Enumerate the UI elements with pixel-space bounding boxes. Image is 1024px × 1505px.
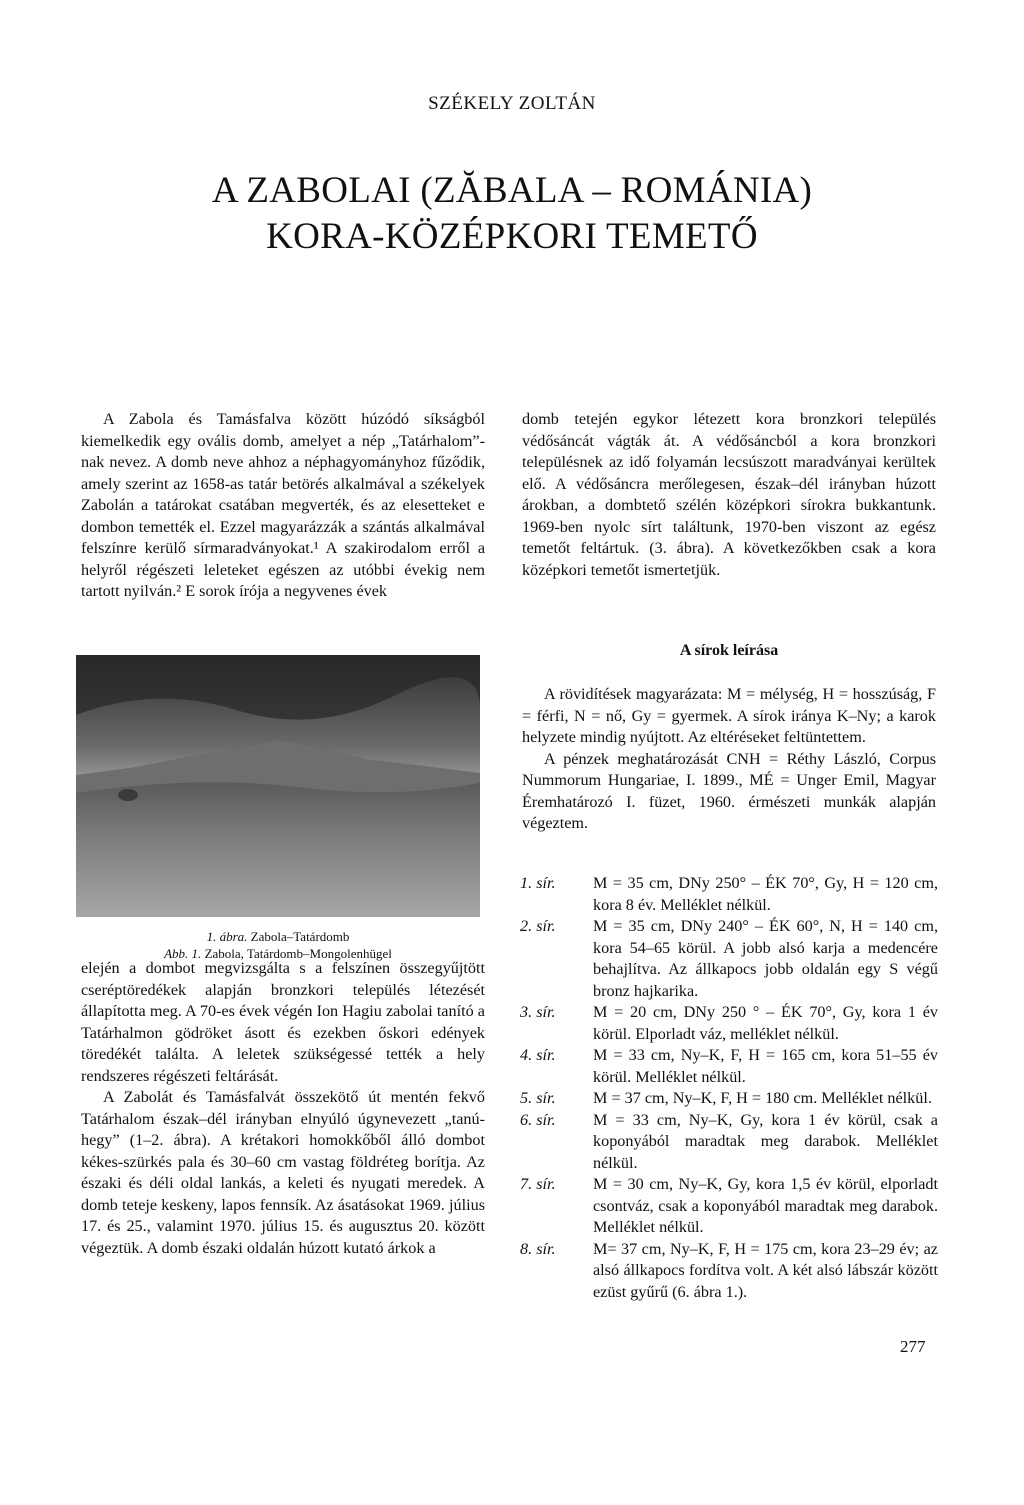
left-column-bottom bbox=[81, 958, 485, 1259]
grave-description: M= 37 cm, Ny–K, F, H = 175 cm, kora 23–29 év; az alsó állkapocs fordítva volt. A két alsó lábszár között ezüst gyűrű (6. ábra 1.). bbox=[593, 1239, 938, 1301]
paragraph-site-description: A Zabolát és Tamásfalvát összekötő út mentén fekvő Tatárhalom észak–dél irányban elnyúló úgynevezett „tanú-hegy” (1–2. ábra). A krétakori homokkőből álló dombot kékes-szürkés pala és 30–60 cm vastag földréteg borítja. Az északi és déli oldal lankás, a keleti és nyugati meredek. A domb teteje keskeny, lapos fennsík. Az ásatásokat 1969. július 17. és 25., valamint 1970. július 15. és augusztus 20. között végeztük. A domb északi oldalán húzott kutató árkok a bbox=[81, 1088, 485, 1257]
paragraph-abbreviations: A rövidítések magyarázata: M = mélység, H = hosszúság, F = férfi, N = nő, Gy = gyermek. A sírok iránya K–Ny; a karok helyzete mindig nyújtott. Az eltéréseket feltüntettem. bbox=[522, 685, 936, 746]
grave-number: 6. sír. bbox=[520, 1110, 556, 1129]
grave-number: 7. sír. bbox=[520, 1175, 556, 1193]
grave-description: M = 20 cm, DNy 250 ° – ÉK 70°, Gy, kora 1 év körül. Elporladt váz, melléklet nélkül. bbox=[593, 1003, 938, 1043]
right-column-top bbox=[522, 409, 936, 581]
title-line-1: A ZABOLAI (ZĂBALA – ROMÁNIA) bbox=[211, 170, 813, 211]
grave-number: 1. sír. bbox=[520, 874, 556, 892]
abbreviations-block bbox=[522, 684, 936, 835]
grave-list bbox=[520, 873, 938, 1303]
grave-entry bbox=[520, 1110, 938, 1175]
grave-entry bbox=[520, 1174, 938, 1239]
grave-number: 3. sír. bbox=[520, 1003, 556, 1021]
grave-description: M = 35 cm, DNy 250° – ÉK 70°, Gy, H = 120 cm, kora 8 év. Melléklet nélkül. bbox=[593, 874, 938, 914]
grave-entry bbox=[520, 1002, 938, 1045]
tree bbox=[118, 789, 138, 801]
caption-hu-text: Zabola–Tatárdomb bbox=[247, 929, 350, 944]
author-name: SZÉKELY ZOLTÁN bbox=[428, 93, 596, 114]
grave-entry bbox=[520, 916, 938, 1002]
grave-description: M = 30 cm, Ny–K, Gy, kora 1,5 év körül, elporladt csontváz, csak a koponyából maradtak meg darabok. Melléklet nélkül. bbox=[593, 1175, 938, 1236]
paragraph-intro: A Zabola és Tamásfalva között húzódó síkságból kiemelkedik egy ovális domb, amelyet a nép „Tatárhalom”-nak nevez. A domb neve ahhoz a néphagyományhoz fűződik, amely szerint az 1658-as tatár betörés alkalmával a székelyek Zabolán a tatárokat csatában megverték, és az elesetteket e dombon temették el. Ezzel magyarázzák a szántás alkalmával felszínre kerülő sírmaradványokat.¹ A szakirodalom erről a helyről régészeti leleteket egészen az utóbbi évekig nem tartott nyilván.² E sorok írója a negyvenes évek bbox=[81, 410, 485, 600]
figure-caption-hu bbox=[76, 929, 480, 945]
grave-number: 8. sír. bbox=[520, 1239, 556, 1258]
grave-entry bbox=[520, 1239, 938, 1304]
grave-description: M = 37 cm, Ny–K, F, H = 180 cm. Melléklet nélkül. bbox=[593, 1089, 932, 1107]
paragraph-continued-left: elején a dombot megvizsgálta s a felszínen összegyűjtött cseréptöredékek alapján bronzkori település létezését állapította meg. A 70-es évek végén Ion Hagiu zabolai tanító a Tatárhalmon gödröket ásott és ezekben őskori edények töredékét találta. A leletek szükségessé tették a hely rendszeres régészeti feltárását. bbox=[81, 959, 485, 1085]
figure-photo-landscape bbox=[76, 655, 480, 917]
grave-entry bbox=[520, 1088, 938, 1110]
caption-de-number: Abb. 1. bbox=[164, 946, 202, 961]
field bbox=[76, 782, 480, 917]
section-heading: A sírok leírása bbox=[679, 642, 779, 659]
paragraph-continued: domb tetején egykor létezett kora bronzkori település védősáncát vágták át. A védősáncból a kora bronzkori településnek az idő folyamán lecsúszott maradványai kerültek elő. A védősáncra merőlegesen, észak–dél irányban húzott árokban, a dombtető szélén középkori sírokra bukkantunk. 1969-ben nyolc sírt találtunk, 1970-ben viszont az egész temetőt feltártuk. (3. ábra). A következőkben csak a kora középkori temetőt ismertetjük. bbox=[522, 410, 936, 579]
grave-description: M = 33 cm, Ny–K, F, H = 165 cm, kora 51–55 év körül. Melléklet nélkül. bbox=[593, 1046, 938, 1086]
left-column-top bbox=[81, 409, 485, 603]
grave-number: 5. sír. bbox=[520, 1089, 556, 1107]
caption-de-text: Zabola, Tatárdomb–Mongolenhügel bbox=[201, 946, 392, 961]
grave-description: M = 35 cm, DNy 240° – ÉK 60°, N, H = 140 cm, kora 54–65 körül. A jobb alsó karja a medencére behajlítva. Az állkapocs jobb oldalán egy S végű bronz hajkarika. bbox=[593, 917, 938, 1000]
grave-number: 2. sír. bbox=[520, 917, 556, 935]
paragraph-coins: A pénzek meghatározását CNH = Réthy László, Corpus Nummorum Hungariae, I. 1899., MÉ = Unger Emil, Magyar Éremhatározó I. füzet, 1960. érmészeti munkák alapján végeztem. bbox=[522, 749, 936, 832]
title-line-2: KORA-KÖZÉPKORI TEMETŐ bbox=[266, 216, 758, 257]
page-number: 277 bbox=[900, 1337, 926, 1356]
grave-entry bbox=[520, 873, 938, 916]
grave-description: M = 33 cm, Ny–K, Gy, kora 1 év körül, csak a koponyából maradtak meg darabok. Melléklet nélkül. bbox=[593, 1110, 938, 1172]
grave-entry bbox=[520, 1045, 938, 1088]
grave-number: 4. sír. bbox=[520, 1046, 556, 1064]
landscape-drawing bbox=[76, 655, 480, 917]
caption-hu-number: 1. ábra. bbox=[206, 929, 248, 944]
article-title bbox=[0, 168, 1024, 260]
